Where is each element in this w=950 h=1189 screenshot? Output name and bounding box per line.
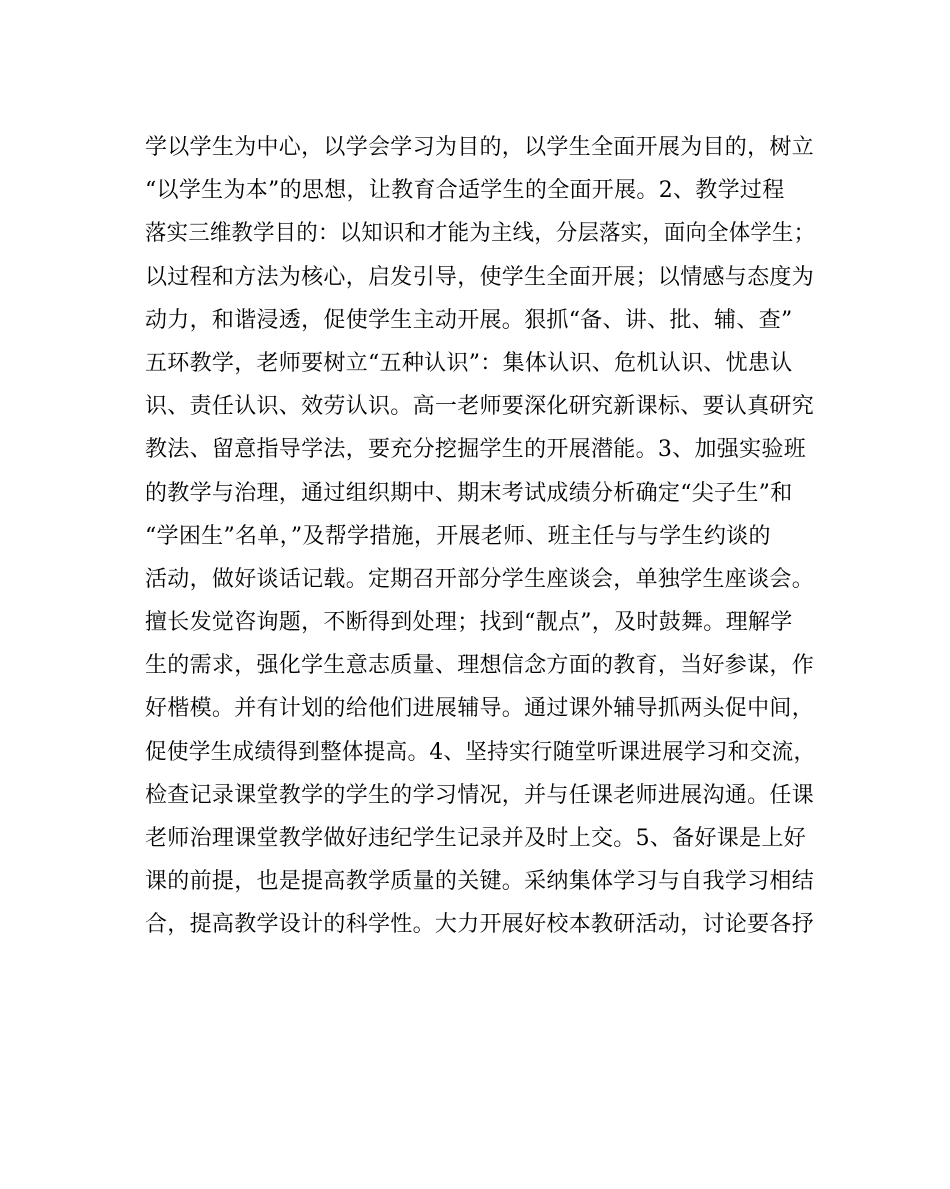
- text-line-8: 教法、留意指导学法，要充分挖掘学生的开展潜能。3、加强实验班: [145, 437, 806, 463]
- text-line-6: 五环教学，老师要树立“五种认识”：集体认识、危机认识、忧患认: [145, 350, 793, 376]
- text-line-9: 的教学与治理，通过组织期中、期末考试成绩分析确定“尖子生”和: [145, 480, 793, 506]
- text-line-2: “以学生为本”的思想，让教育合适学生的全面开展。2、教学过程: [145, 178, 785, 204]
- text-line-7: 识、责任认识、效劳认识。高一老师要深化研究新课标、要认真研究: [145, 394, 815, 420]
- text-line-18: 课的前提，也是提高教学质量的关键。采纳集体学习与自我学习相结: [145, 869, 815, 895]
- body-text: [145, 126, 815, 947]
- text-line-16: 检查记录课堂教学的学生的学习情况，并与任课老师进展沟通。任课: [145, 782, 815, 808]
- text-line-4: 以过程和方法为核心，启发引导，使学生全面开展；以情感与态度为: [145, 264, 815, 290]
- text-line-19: 合，提高教学设计的科学性。大力开展好校本教研活动，讨论要各抒: [145, 912, 815, 938]
- text-line-12: 擅长发觉咨询题，不断得到处理；找到“靓点”，及时鼓舞。理解学: [145, 610, 793, 636]
- text-line-17: 老师治理课堂教学做好违纪学生记录并及时上交。5、备好课是上好: [145, 826, 806, 851]
- text-line-5: 动力，和谐浸透，促使学生主动开展。狠抓“备、讲、批、辅、查”: [145, 307, 793, 333]
- text-line-13: 生的需求，强化学生意志质量、理想信念方面的教育，当好参谋，作: [145, 653, 815, 679]
- text-line-14: 好楷模。并有计划的给他们进展辅导。通过课外辅导抓两头促中间，: [145, 696, 815, 722]
- text-line-1: 学以学生为中心，以学会学习为目的，以学生全面开展为目的，树立: [145, 135, 815, 160]
- text-line-15: 促使学生成绩得到整体提高。4、坚持实行随堂听课进展学习和交流，: [145, 739, 816, 765]
- text-line-11: 活动，做好谈话记载。定期召开部分学生座谈会，单独学生座谈会。: [145, 566, 815, 592]
- text-line-3: 落实三维教学目的：以知识和才能为主线，分层落实，面向全体学生；: [145, 221, 816, 247]
- text-line-10: “学困生”名单，”及帮学措施，开展老师、班主任与与学生约谈的: [145, 523, 771, 549]
